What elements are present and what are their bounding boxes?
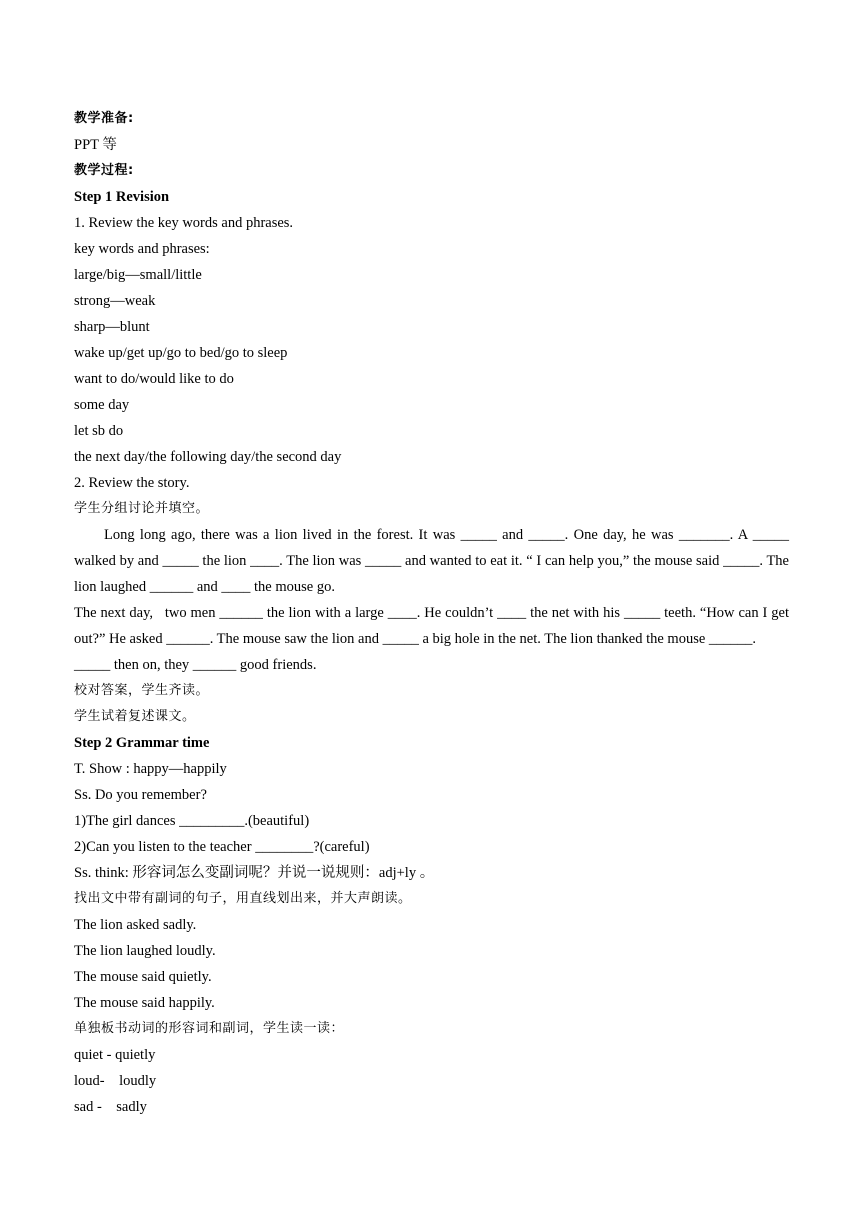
story-paragraph-3: _____ then on, they ______ good friends. bbox=[74, 657, 317, 673]
students-remember: Ss. Do you remember? bbox=[74, 787, 207, 803]
phrase-item: want to do/would like to do bbox=[74, 371, 234, 387]
step1-title: Step 1 Revision bbox=[74, 189, 170, 205]
retell-note: 学生试着复述课文。 bbox=[74, 709, 196, 724]
check-note: 校对答案，学生齐读。 bbox=[74, 683, 210, 698]
phrase-item: some day bbox=[74, 397, 130, 413]
word-pair: sad - sadly bbox=[74, 1099, 147, 1115]
word-pair: quiet - quietly bbox=[74, 1047, 156, 1063]
phrase-item: the next day/the following day/the second day bbox=[74, 449, 342, 465]
adverb-sentence-list bbox=[74, 912, 789, 1016]
teacher-show: T. Show : happy—happily bbox=[74, 761, 227, 777]
story-paragraph-1: Long long ago, there was a lion lived in the forest. It was _____ and _____. One day, he was _______. A _____ walked by and _____ the lion ____. The lion was _____ and wanted to eat it. “ I can help you,” the mouse said _____. The lion laughed ______ and ____ the mouse go. bbox=[74, 527, 789, 595]
adjective-adverb-pairs bbox=[74, 1042, 789, 1120]
adverb-sentence: The lion laughed loudly. bbox=[74, 943, 216, 959]
adverb-sentence: The mouse said happily. bbox=[74, 995, 215, 1011]
process-heading: 教学过程: bbox=[74, 163, 134, 178]
document-page bbox=[74, 106, 789, 1120]
step1-item1: 1. Review the key words and phrases. bbox=[74, 215, 294, 231]
phrase-item: wake up/get up/go to bed/go to sleep bbox=[74, 345, 288, 361]
phrase-item: large/big—small/little bbox=[74, 267, 202, 283]
phrase-item: sharp—blunt bbox=[74, 319, 150, 335]
story-paragraph-2: The next day, two men ______ the lion with a large ____. He couldn’t ____ the net with his _____ teeth. “How can I get out?” He asked ______. The mouse saw the lion and _____ a big hole in the net. The lion thanked the mouse ______. bbox=[74, 605, 789, 647]
group-note: 学生分组讨论并填空。 bbox=[74, 501, 210, 516]
prep-heading: 教学准备: bbox=[74, 111, 134, 126]
phrase-item: let sb do bbox=[74, 423, 124, 439]
phrase-item: strong—weak bbox=[74, 293, 156, 309]
step1-item2: 2. Review the story. bbox=[74, 475, 190, 491]
step2-title: Step 2 Grammar time bbox=[74, 735, 210, 751]
phrase-list bbox=[74, 262, 789, 470]
prep-items: PPT 等 bbox=[74, 137, 117, 153]
exercise-2: 2)Can you listen to the teacher ________?(careful) bbox=[74, 839, 370, 855]
word-pair: loud- loudly bbox=[74, 1073, 157, 1089]
adverb-sentence: The lion asked sadly. bbox=[74, 917, 197, 933]
adverb-sentence: The mouse said quietly. bbox=[74, 969, 212, 985]
find-note: 找出文中带有副词的句子，用直线划出来，并大声朗读。 bbox=[74, 891, 412, 906]
exercise-1: 1)The girl dances _________.(beautiful) bbox=[74, 813, 310, 829]
key-words-heading: key words and phrases: bbox=[74, 241, 210, 257]
board-note: 单独板书动词的形容词和副词，学生读一读： bbox=[74, 1021, 345, 1036]
students-think: Ss. think: 形容词怎么变副词呢？并说一说规则：adj+ly 。 bbox=[74, 865, 435, 881]
